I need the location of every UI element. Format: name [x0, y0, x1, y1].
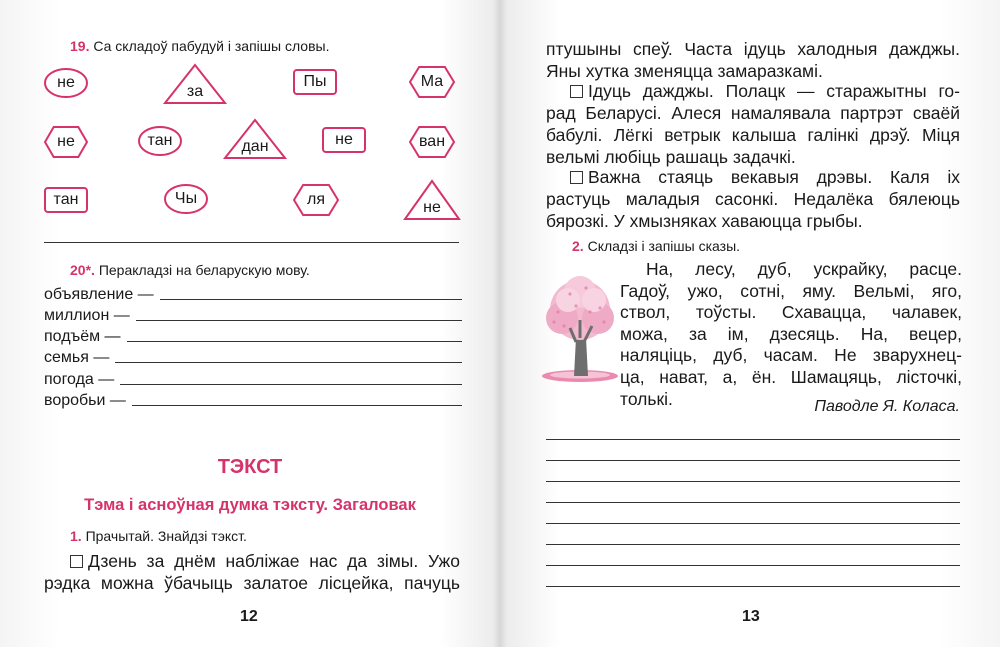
writing-line — [546, 586, 960, 587]
text-line: Дзень за днём набліжае нас да зімы. Ужо — [70, 550, 460, 572]
syllable-hexagon — [409, 66, 455, 98]
vocab-word: подъём — — [44, 328, 121, 345]
text-block — [44, 550, 460, 594]
writing-line — [546, 481, 960, 482]
syllable-text: ван — [418, 133, 446, 150]
text-line: Важна стаяць векавыя дрэвы. Каля іх — [546, 166, 960, 188]
subsection-title: Тэма і асноўная думка тэксту. Загаловак — [84, 496, 416, 514]
exercise-1-heading — [70, 528, 247, 544]
syllable-text: Пы — [303, 73, 327, 90]
checkbox[interactable] — [70, 555, 83, 568]
answer-line — [136, 320, 462, 321]
syllable-text: не — [57, 74, 75, 91]
answer-line — [120, 384, 462, 385]
exercise-instruction: Прачытай. Знайдзі тэкст. — [85, 528, 247, 544]
text-line: рад Беларусі. Алеся намалявала партрэт сваёй — [546, 103, 960, 123]
writing-line — [546, 460, 960, 461]
text-line: бабулі. Лёгкі ветрык калыша галінкі дрэў. Міця — [546, 125, 960, 145]
text-block — [546, 80, 960, 168]
syllable-text: Ма — [420, 73, 444, 90]
text-line: ствол, тоўсты. Схавацца, чалавек, — [620, 302, 962, 323]
vocab-word: погода — — [44, 371, 115, 388]
text-line: рэдка можна ўбачыць залатое лісцейка, пачуць — [44, 573, 460, 593]
syllable-hexagon — [293, 184, 339, 216]
syllable-text: не — [335, 131, 353, 148]
syllable-ellipse — [164, 184, 208, 214]
syllable-text: Чы — [174, 190, 198, 207]
vocab-word: миллион — — [44, 307, 130, 324]
text-block — [546, 166, 960, 232]
vocab-row — [44, 368, 462, 389]
exercise-2-heading — [572, 238, 740, 254]
syllable-hexagon — [44, 126, 88, 158]
writing-line — [546, 502, 960, 503]
exercise-20-heading — [70, 262, 310, 278]
pink-blossom-tree-icon — [540, 272, 620, 384]
exercise-number: 1. — [70, 528, 82, 544]
answer-line — [132, 405, 462, 406]
syllable-hexagon — [409, 126, 455, 158]
syllable-rect — [44, 187, 88, 213]
writing-line — [546, 439, 960, 440]
syllable-ellipse — [44, 68, 88, 98]
text-line: наляцiць, дуб, часам. Не зварухнец- — [620, 345, 962, 366]
syllable-text: за — [186, 83, 204, 100]
vocab-word: семья — — [44, 349, 110, 366]
text-line: На, лесу, дуб, ускрайку, расце. — [646, 259, 962, 279]
exercise-19-heading — [70, 38, 329, 54]
vocab-row — [44, 304, 462, 325]
exercise-number: 2. — [572, 238, 584, 254]
exercise-instruction: Са складоў пабудуй і запішы словы. — [93, 38, 330, 54]
exercise-instruction: Перакладзі на беларускую мову. — [98, 262, 310, 278]
exercise-number: 20*. — [70, 262, 95, 278]
syllable-triangle — [224, 119, 286, 159]
vocab-row — [44, 389, 462, 410]
section-title: ТЭКСТ — [217, 456, 283, 478]
syllable-triangle — [404, 180, 460, 220]
vocab-row — [44, 325, 462, 346]
syllable-text: тан — [147, 132, 173, 149]
syllable-text: не — [423, 199, 441, 216]
syllable-rect — [322, 127, 366, 153]
text-line: птушыны спеў. Часта ідуць халодныя дажджы. — [546, 39, 960, 59]
exercise-number: 19. — [70, 38, 90, 54]
answer-line — [44, 242, 459, 243]
writing-line — [546, 523, 960, 524]
syllable-rect — [293, 69, 337, 95]
writing-line — [546, 565, 960, 566]
vocab-word: воробьи — — [44, 392, 126, 409]
text-line: Гадоў, ужо, сотні, яму. Вельмі, яго, — [620, 280, 962, 301]
text-line: бярозкі. У хмызняках хаваюцца грыбы. — [546, 211, 863, 231]
text-line: ца, нават, а, ён. Шамацяць, лісточкі, — [620, 366, 962, 387]
scrambled-sentences — [620, 259, 962, 410]
answer-line — [127, 341, 462, 342]
page-number: 12 — [240, 608, 258, 625]
checkbox[interactable] — [570, 85, 583, 98]
checkbox[interactable] — [570, 171, 583, 184]
author-attribution: Паводле Я. Коласа. — [814, 398, 960, 415]
syllable-ellipse — [138, 126, 182, 156]
answer-line — [115, 362, 462, 363]
text-line: можа, за ім, дзесяць. На, вецер, — [620, 323, 962, 344]
answer-line — [160, 299, 462, 300]
syllable-text: ля — [307, 191, 325, 208]
exercise-instruction: Складзі і запішы сказы. — [587, 238, 741, 254]
vocab-word: объявление — — [44, 286, 154, 303]
page-number: 13 — [742, 608, 760, 625]
text-line: вельмі любіць рашаць задачкі. — [546, 147, 796, 167]
vocab-row — [44, 283, 462, 304]
syllable-text: не — [57, 133, 75, 150]
text-block — [546, 38, 960, 82]
syllable-text: дан — [241, 138, 269, 155]
syllable-triangle — [164, 64, 226, 104]
text-line: толькі. — [620, 388, 673, 409]
text-line: Ідуць дажджы. Полацк — старажытны го- — [546, 80, 960, 102]
text-line: Яны хутка зменяцца замаразкамі. — [546, 61, 823, 81]
text-line: растуць маладыя сасонкі. Недалёка бялеюць — [546, 189, 960, 209]
writing-line — [546, 544, 960, 545]
vocab-row — [44, 346, 462, 367]
syllable-text: тан — [53, 191, 79, 208]
